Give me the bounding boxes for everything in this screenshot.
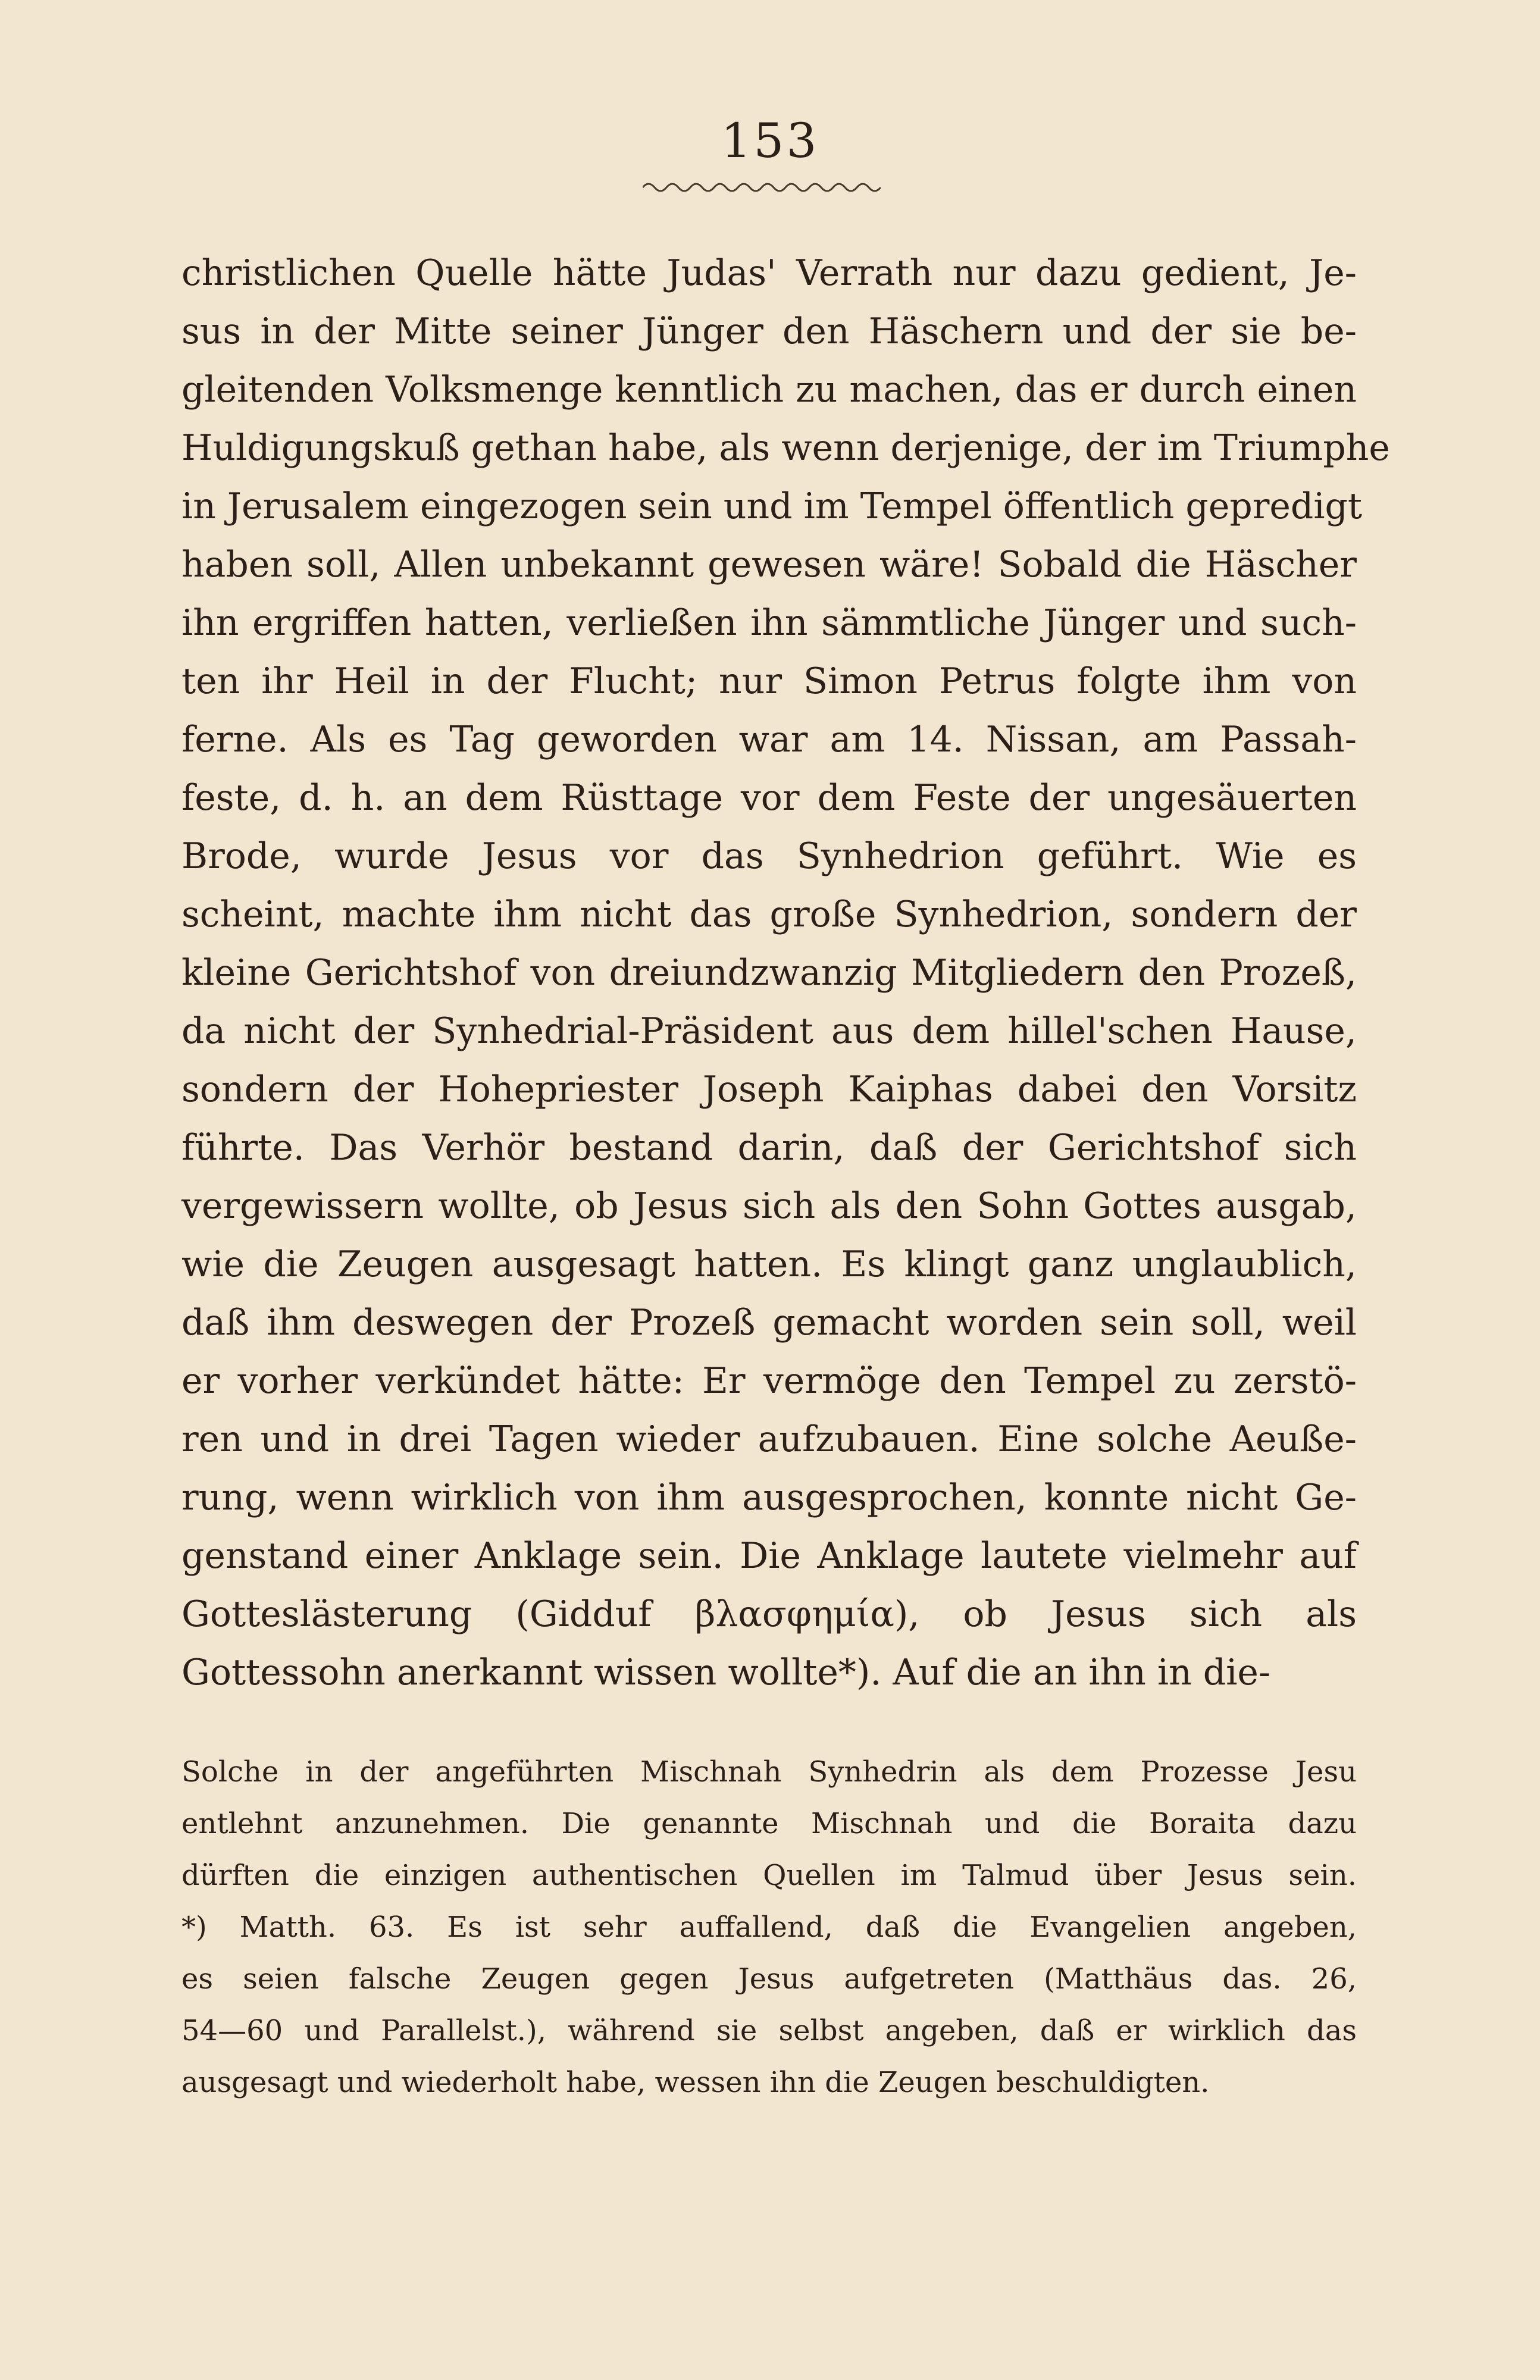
text-line: Brode, wurde Jesus vor das Synhedrion geführt. Wie es bbox=[181, 835, 1357, 877]
text-line: Huldigungskuß gethan habe, als wenn derjenige, der im Triumphe bbox=[181, 427, 1390, 469]
text-line: ten ihr Heil in der Flucht; nur Simon Petrus folgte ihm von bbox=[181, 660, 1357, 702]
footnote-line: entlehnt anzunehmen. Die genannte Mischnah und die Boraita dazu bbox=[181, 1807, 1357, 1840]
text-line: er vorher verkündet hätte: Er vermöge den Tempel zu zerstö- bbox=[181, 1360, 1357, 1402]
text-line: ihn ergriffen hatten, verließen ihn sämmtliche Jünger und such- bbox=[181, 602, 1357, 644]
main-text bbox=[181, 244, 1390, 1702]
text-line: daß ihm deswegen der Prozeß gemacht worden sein soll, weil bbox=[181, 1302, 1357, 1344]
text-line: rung, wenn wirklich von ihm ausgesprochen, konnte nicht Ge- bbox=[181, 1477, 1357, 1518]
text-line: in Jerusalem eingezogen sein und im Tempel öffentlich gepredigt bbox=[181, 486, 1363, 527]
text-line: feste, d. h. an dem Rüsttage vor dem Feste der ungesäuerten bbox=[181, 777, 1357, 819]
footnotes bbox=[181, 1746, 1357, 2109]
text-line: ferne. Als es Tag geworden war am 14. Nissan, am Passah- bbox=[181, 719, 1357, 760]
text-line: führte. Das Verhör bestand darin, daß der Gerichtshof sich bbox=[181, 1127, 1357, 1169]
text-line: Gottessohn anerkannt wissen wollte*). Auf die an ihn in die- bbox=[181, 1652, 1271, 1693]
text-line: kleine Gerichtshof von dreiundzwanzig Mitgliedern den Prozeß, bbox=[181, 952, 1357, 994]
footnote-separator bbox=[181, 1708, 1357, 1709]
text-line: scheint, machte ihm nicht das große Synhedrion, sondern der bbox=[181, 894, 1357, 935]
text-line: ren und in drei Tagen wieder aufzubauen. Eine solche Aeuße- bbox=[181, 1418, 1357, 1460]
text-line: Gotteslästerung (Gidduf βλασφημία), ob Jesus sich als bbox=[181, 1593, 1357, 1635]
text-line: wie die Zeugen ausgesagt hatten. Es klingt ganz unglaublich, bbox=[181, 1244, 1357, 1285]
text-line: haben soll, Allen unbekannt gewesen wäre! Sobald die Häscher bbox=[181, 544, 1357, 585]
text-line: genstand einer Anklage sein. Die Anklage lautete vielmehr auf bbox=[181, 1535, 1357, 1577]
text-line: sus in der Mitte seiner Jünger den Häschern und der sie be- bbox=[181, 311, 1357, 352]
footnote-line: es seien falsche Zeugen gegen Jesus aufgetreten (Matthäus das. 26, bbox=[181, 1962, 1357, 1996]
wavy-rule-ornament bbox=[643, 178, 881, 196]
footnote-line: dürften die einzigen authentischen Quellen im Talmud über Jesus sein. bbox=[181, 1859, 1357, 1892]
text-line: gleitenden Volksmenge kenntlich zu machen, das er durch einen bbox=[181, 369, 1357, 411]
footnote-line: *) Matth. 63. Es ist sehr auffallend, daß die Evangelien angeben, bbox=[181, 1911, 1357, 1944]
page-number: 153 bbox=[721, 113, 819, 168]
text-line: vergewissern wollte, ob Jesus sich als den Sohn Gottes ausgab, bbox=[181, 1185, 1357, 1227]
footnote-line: ausgesagt und wiederholt habe, wessen ihn die Zeugen beschuldigten. bbox=[181, 2066, 1210, 2099]
footnote-line: Solche in der angeführten Mischnah Synhedrin als dem Prozesse Jesu bbox=[181, 1755, 1357, 1789]
text-line: sondern der Hohepriester Joseph Kaiphas dabei den Vorsitz bbox=[181, 1069, 1357, 1110]
text-line: da nicht der Synhedrial-Präsident aus dem hillel'schen Hause, bbox=[181, 1010, 1357, 1052]
footnote-line: 54—60 und Parallelst.), während sie selbst angeben, daß er wirklich das bbox=[181, 2014, 1357, 2047]
text-line: christlichen Quelle hätte Judas' Verrath nur dazu gedient, Je- bbox=[181, 252, 1357, 294]
